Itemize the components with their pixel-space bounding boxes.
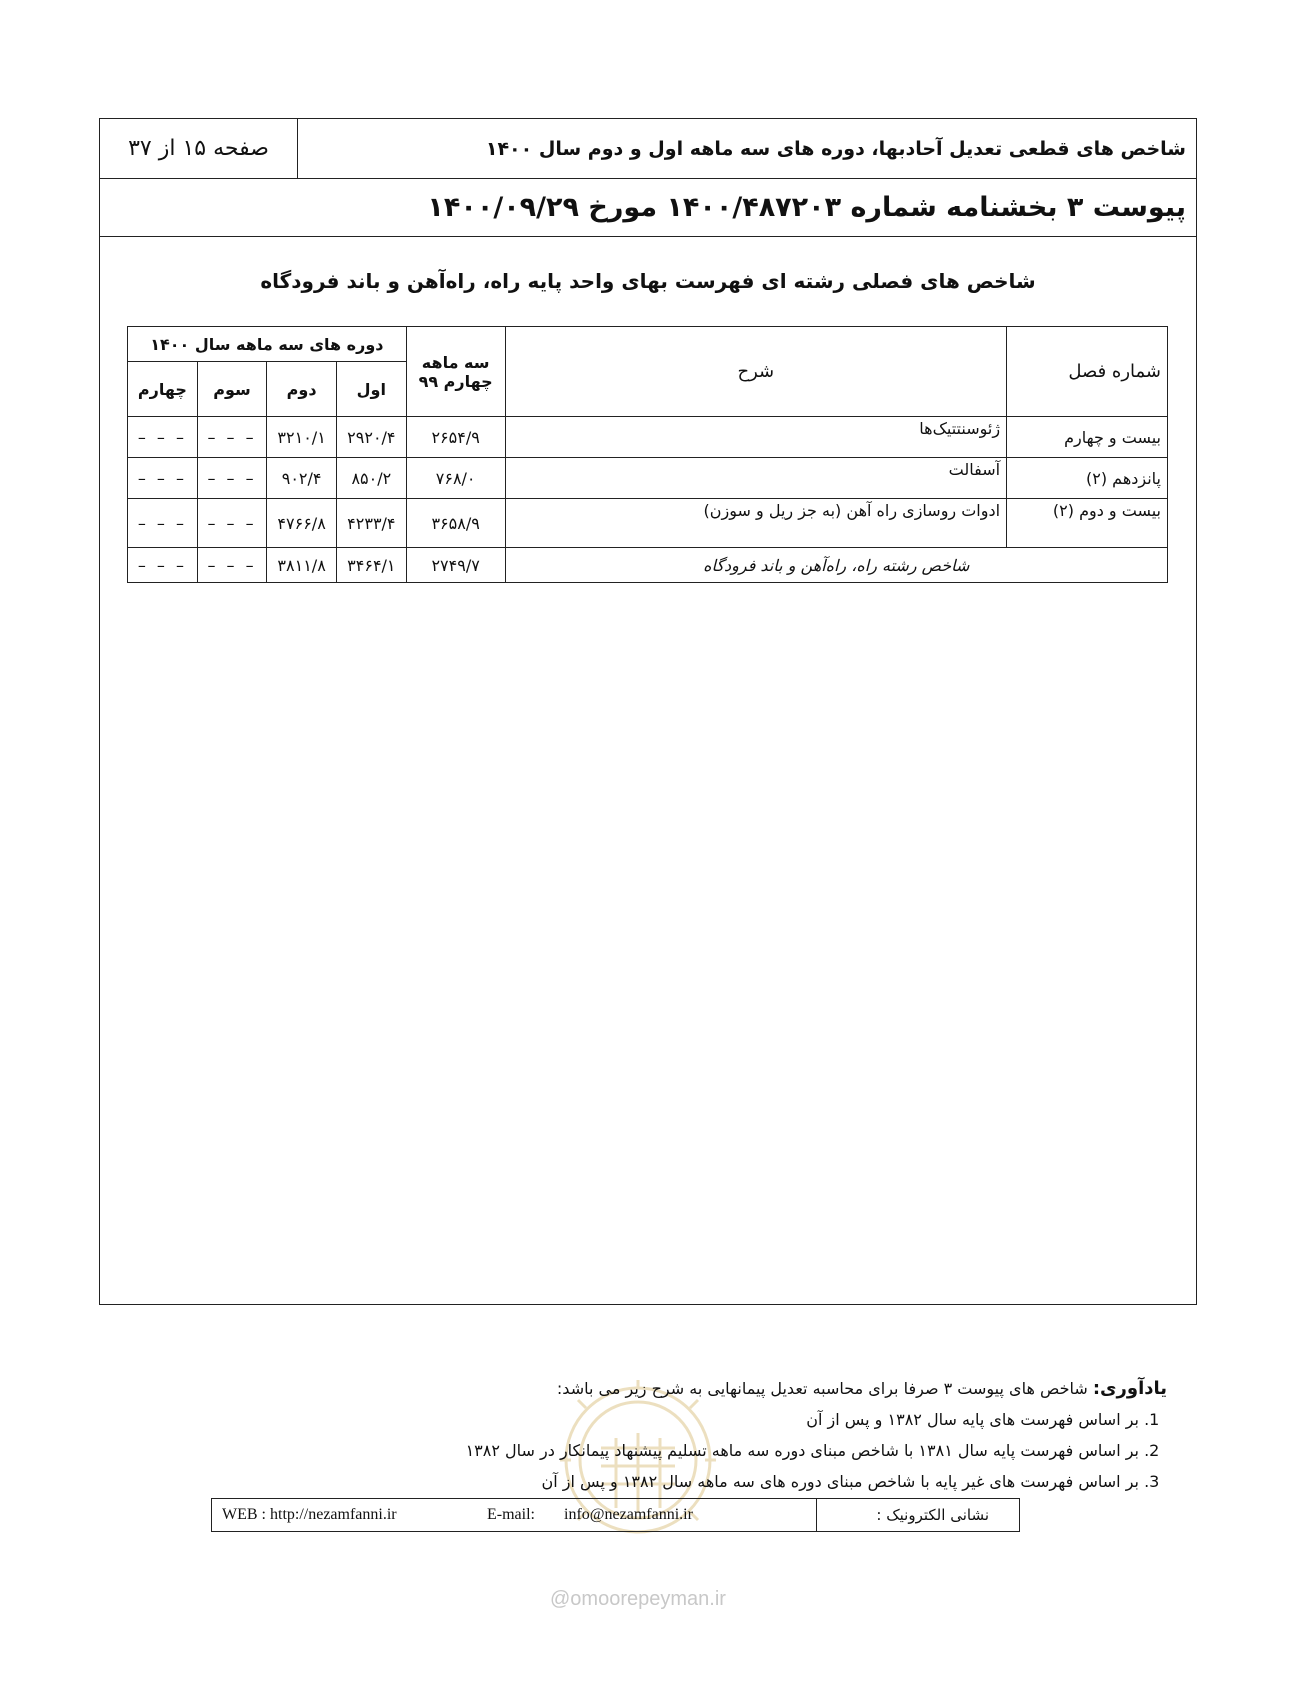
notes-intro: شاخص های پیوست ۳ صرفا برای محاسبه تعدیل پیمانهایی به شرح زیر می باشد:	[556, 1379, 1088, 1398]
list-item: 3. بر اساس فهرست های غیر پایه با شاخص مبنای دوره های سه ماهه سال ۱۳۸۲ و پس از آن	[167, 1466, 1139, 1497]
cell-total-q4-99: ۲۷۴۹/۷	[406, 548, 505, 583]
cell-total-label: شاخص رشته راه، راه‌آهن و باند فرودگاه	[505, 548, 1167, 583]
index-table	[127, 326, 1168, 583]
cell-chapter: بیست و چهارم	[1007, 417, 1168, 458]
header-q4: چهارم	[128, 362, 198, 417]
cell-q2: ۴۷۶۶/۸	[267, 499, 337, 548]
watermark-text: @omoorepeyman.ir	[550, 1588, 726, 1610]
cell-q4-99: ۳۶۵۸/۹	[406, 499, 505, 548]
notes-title: یادآوری:	[1092, 1378, 1167, 1399]
header-q1: اول	[336, 362, 406, 417]
header-description: شرح	[505, 327, 1006, 417]
cell-total-q1: ۳۴۶۴/۱	[336, 548, 406, 583]
list-item: 2. بر اساس فهرست پایه سال ۱۳۸۱ با شاخص مبنای دوره سه ماهه تسلیم پیشنهاد پیمانکار در سال ۱۳۸۲	[167, 1435, 1139, 1466]
table-row	[128, 417, 1168, 458]
table-title: شاخص های فصلی رشته ای فهرست بهای واحد پایه راه، راه‌آهن و باند فرودگاه	[260, 269, 1036, 293]
header-chapter-no: شماره فصل	[1007, 327, 1168, 417]
cell-q3: – – –	[197, 458, 266, 499]
header-q4-99: سه ماهه چهارم ۹۹	[406, 327, 505, 417]
cell-q4: – – –	[128, 499, 198, 548]
cell-chapter: پانزدهم (۲)	[1007, 458, 1168, 499]
header-group-1400: دوره های سه ماهه سال ۱۴۰۰	[128, 327, 407, 362]
email-link[interactable]: info@nezamfanni.ir	[564, 1506, 693, 1523]
cell-q4: – – –	[128, 458, 198, 499]
circular-title: پیوست ۳ بخشنامه شماره ۱۴۰۰/۴۸۷۲۰۳ مورخ ۱۴۰۰/۰۹/۲۹	[100, 179, 1196, 237]
notes-section	[167, 1373, 1167, 1497]
cell-description: ژئوسنتتیک‌ها	[505, 417, 1006, 458]
cell-description: ادوات روسازی راه آهن (به جز ریل و سوزن)	[505, 499, 1006, 548]
cell-q4-99: ۲۶۵۴/۹	[406, 417, 505, 458]
cell-q1: ۴۲۳۳/۴	[336, 499, 406, 548]
cell-q4-99: ۷۶۸/۰	[406, 458, 505, 499]
cell-q2: ۳۲۱۰/۱	[267, 417, 337, 458]
cell-q1: ۲۹۲۰/۴	[336, 417, 406, 458]
email-label: E-mail:	[487, 1506, 535, 1523]
cell-q2: ۹۰۲/۴	[267, 458, 337, 499]
page-number: صفحه ۱۵ از ۳۷	[100, 119, 298, 178]
cell-q3: – – –	[197, 417, 266, 458]
table-total-row	[128, 548, 1168, 583]
document-title: شاخص های قطعی تعدیل آحادبها، دوره های سه ماهه اول و دوم سال ۱۴۰۰	[485, 137, 1186, 160]
header-q3: سوم	[197, 362, 266, 417]
list-item: 1. بر اساس فهرست های پایه سال ۱۳۸۲ و پس از آن	[167, 1404, 1139, 1435]
cell-chapter: بیست و دوم (۲)	[1007, 499, 1168, 548]
contact-label: نشانی الکترونیک :	[816, 1499, 1019, 1531]
cell-q4: – – –	[128, 417, 198, 458]
page-frame	[99, 118, 1197, 1305]
cell-q3: – – –	[197, 499, 266, 548]
cell-description: آسفالت	[505, 458, 1006, 499]
website-link[interactable]: WEB : http://nezamfanni.ir	[222, 1506, 397, 1523]
contact-box	[211, 1498, 1020, 1532]
header-row	[100, 119, 1196, 179]
header-q2: دوم	[267, 362, 337, 417]
cell-total-q4: – – –	[128, 548, 198, 583]
cell-q1: ۸۵۰/۲	[336, 458, 406, 499]
cell-total-q2: ۳۸۱۱/۸	[267, 548, 337, 583]
cell-total-q3: – – –	[197, 548, 266, 583]
table-row	[128, 458, 1168, 499]
table-row	[128, 499, 1168, 548]
